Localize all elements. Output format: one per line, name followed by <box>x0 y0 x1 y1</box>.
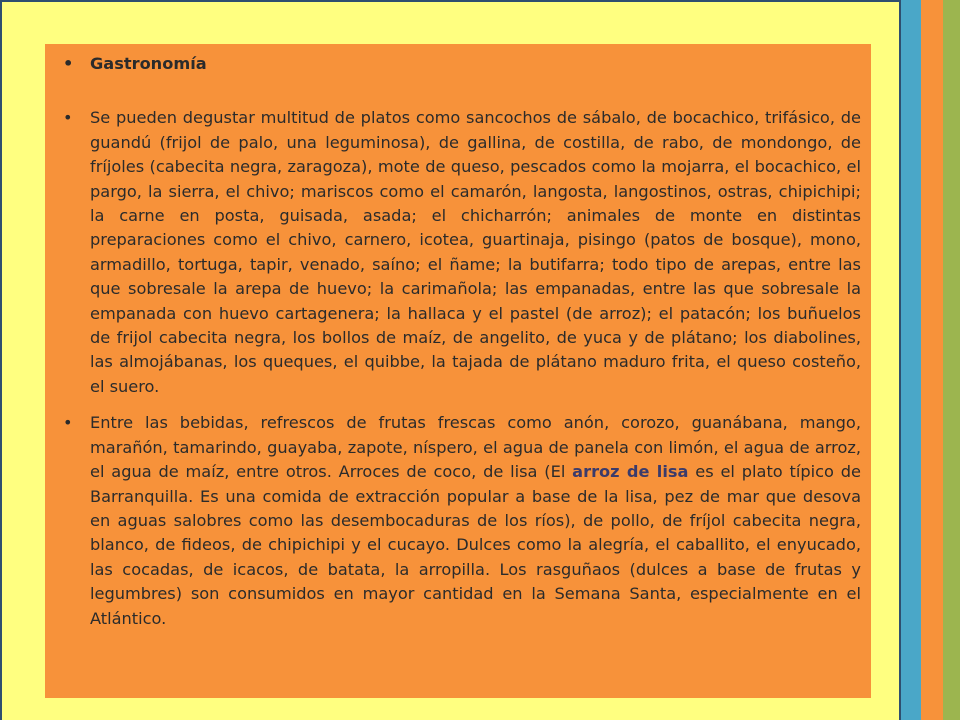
decorative-stripe-blue <box>899 0 921 720</box>
drinks-paragraph-start: Entre las bebidas, refrescos de frutas frescas como anón, corozo, guanábana, mango, marañón, tamarindo, guayaba, zapote, níspero, el agua de panela con limón, el agua de arroz, el agua de maíz, entre otros. Arroces de coco, de lisa (El <box>90 413 861 482</box>
decorative-stripe-green <box>943 0 960 720</box>
bullet-icon: • <box>63 54 74 73</box>
slide-border-top <box>0 0 900 2</box>
bullet-icon: • <box>63 108 73 128</box>
section-title: Gastronomía <box>90 54 207 73</box>
list-item-dishes <box>53 106 861 399</box>
list-item-title <box>53 52 861 76</box>
drinks-paragraph-end: es el plato típico de Barranquilla. Es una comida de extracción popular a base de la lisa, pez de mar que desova en aguas salobres como las desembocaduras de los ríos), de pollo, de fríjol cabecita negra, blanco, de fideos, de chipichipi y el cucayo. Dulces como la alegría, el caballito, el enyucado, las cocadas, de icacos, de batata, la arropilla. Los rasguñaos (dulces a base de frutas y legumbres) son consumidos en mayor cantidad en la Semana Santa, especialmente en el Atlántico. <box>90 462 861 628</box>
slide-border-left <box>0 0 2 720</box>
list-item-drinks <box>53 411 861 631</box>
dishes-paragraph: Se pueden degustar multitud de platos como sancochos de sábalo, de bocachico, trifásico, de guandú (frijol de palo, una leguminosa), de gallina, de costilla, de rabo, de mondongo, de fríjoles (cabecita negra, zaragoza), mote de queso, pescados como la mojarra, el bocachico, el pargo, la sierra, el chivo; mariscos como el camarón, langosta, langostinos, ostras, chipichipi; la carne en posta, guisada, asada; el chicharrón; animales de monte en distintas preparaciones como el chivo, carnero, icotea, guartinaja, pisingo (patos de bosque), mono, armadillo, tortuga, tapir, venado, saíno; el ñame; la butifarra; todo tipo de arepas, entre las que sobresale la arepa de huevo; la carimañola; las empanadas, entre las que sobresale la empanada con huevo cartagenera; la hallaca y el pastel (de arroz); el patacón; los buñuelos de frijol cabecita negra, los bollos de maíz, de angelito, de yuca y de plátano; los diabolines, las almojábanas, los queques, el quibbe, la tajada de plátano maduro frita, el queso costeño, el suero. <box>90 108 861 396</box>
content-box <box>45 44 871 698</box>
decorative-stripe-orange <box>921 0 943 720</box>
arroz-de-lisa-term: arroz de lisa <box>572 462 689 482</box>
bullet-icon: • <box>63 413 73 433</box>
bullet-list <box>53 52 861 631</box>
